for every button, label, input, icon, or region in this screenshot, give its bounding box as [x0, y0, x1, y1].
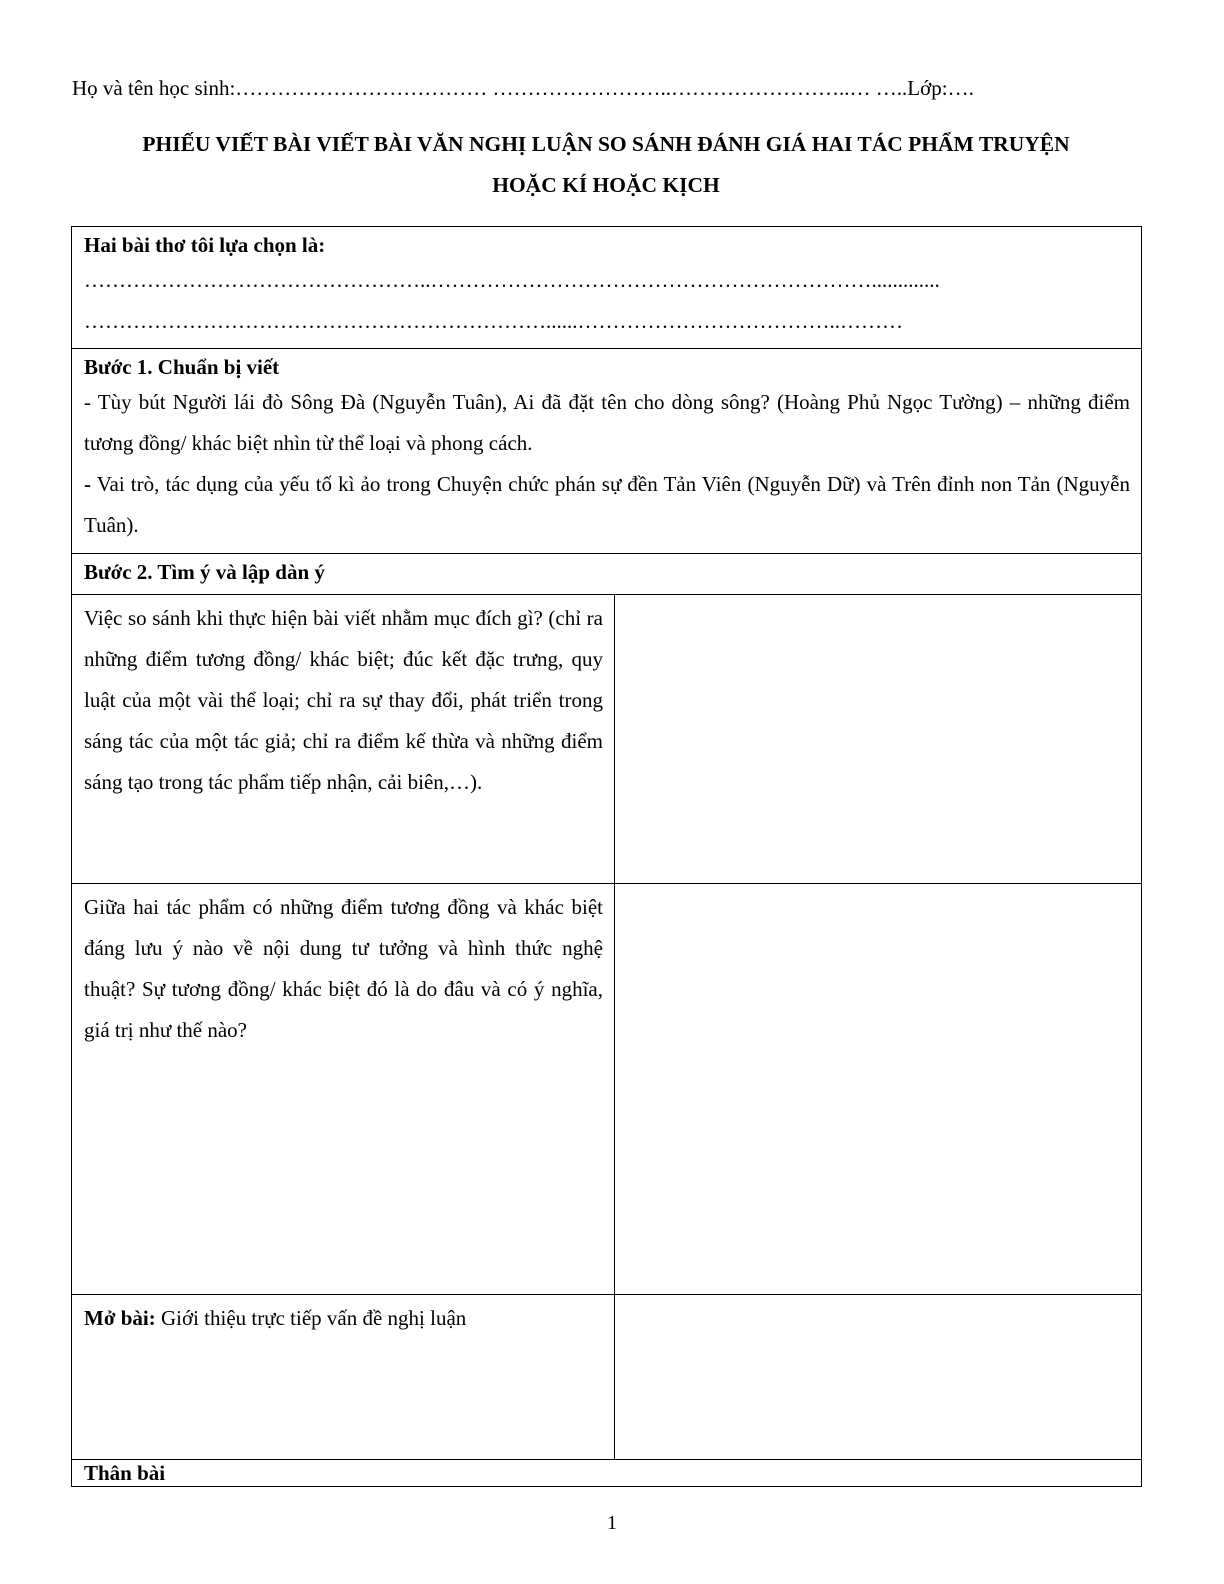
intro-label: Mở bài: — [84, 1306, 156, 1330]
step1-item-2-text: Vai trò, tác dụng của yếu tố kì ảo trong Chuyện chức phán sự đền Tản Viên (Nguyễn Dữ) và Trên đỉnh non Tản (Nguyễn Tuân). — [84, 472, 1130, 537]
step1-item-2-dash: - — [84, 472, 91, 496]
step1-cell — [72, 349, 1142, 554]
selection-label: Hai bài thơ tôi lựa chọn là: — [84, 233, 326, 257]
worksheet-title — [72, 124, 1140, 206]
step1-item-1: - Tùy bút Người lái đò Sông Đà (Nguyễn Tuân), Ai đã đặt tên cho dòng sông? (Hoàng Phủ Ngọc Tường) – những điểm tương đồng/ khác biệt nhìn từ thể loại và phong cách. — [84, 390, 1130, 455]
question1-answer-cell[interactable] — [615, 595, 1142, 884]
worksheet-title-line-1: PHIẾU VIẾT BÀI VIẾT BÀI VĂN NGHỊ LUẬN SO SÁNH ĐÁNH GIÁ HAI TÁC PHẨM TRUYỆN — [142, 132, 1070, 156]
page-number: 1 — [607, 1512, 617, 1534]
worksheet-title-line-2: HOẶC KÍ HOẶC KỊCH — [492, 173, 720, 197]
selection-dots-line-1: …………………………………………..………………………………………………………............. — [84, 268, 940, 292]
step1-item-2 — [84, 464, 1130, 546]
intro-answer-cell[interactable] — [615, 1295, 1142, 1460]
intro-cell — [72, 1295, 615, 1460]
question2-answer-cell[interactable] — [615, 884, 1142, 1295]
intro-text: Giới thiệu trực tiếp vấn đề nghị luận — [155, 1306, 467, 1330]
selection-row — [72, 227, 1142, 349]
selection-dots-line-2: …………………………………………………………......………………………………..……… — [84, 309, 903, 333]
question2-text: Giữa hai tác phẩm có những điểm tương đồng và khác biệt đáng lưu ý nào về nội dung tư tưởng và hình thức nghệ thuật? Sự tương đồng/ khác biệt đó là do đâu và có ý nghĩa, giá trị như thế nào? — [84, 895, 603, 1042]
student-name-class-line: Họ và tên học sinh:……………………………… ……………………..……………………..… …..Lớp:…. — [72, 76, 974, 100]
body-cell — [72, 1460, 1142, 1487]
body-label: Thân bài — [84, 1461, 166, 1485]
selection-cell[interactable] — [72, 227, 1142, 349]
question1-text: Việc so sánh khi thực hiện bài viết nhằm mục đích gì? (chỉ ra những điểm tương đồng/ khác biệt; đúc kết đặc trưng, quy luật của một vài thể loại; chỉ ra sự thay đổi, phát triển trong sáng tác của một tác giả; chỉ ra điểm kế thừa và những điểm sáng tạo trong tác phẩm tiếp nhận, cải biên,…). — [84, 606, 603, 794]
question1-cell — [72, 595, 615, 884]
step1-row — [72, 349, 1142, 554]
intro-row — [72, 1295, 1142, 1460]
step2-heading: Bước 2. Tìm ý và lập dàn ý — [84, 560, 325, 584]
worksheet-table — [71, 226, 1142, 1487]
body-row — [72, 1460, 1142, 1487]
question2-row — [72, 884, 1142, 1295]
question1-row — [72, 595, 1142, 884]
question2-cell — [72, 884, 615, 1295]
step1-heading: Bước 1. Chuẩn bị viết — [84, 355, 280, 379]
step2-heading-row — [72, 554, 1142, 595]
step2-heading-cell — [72, 554, 1142, 595]
